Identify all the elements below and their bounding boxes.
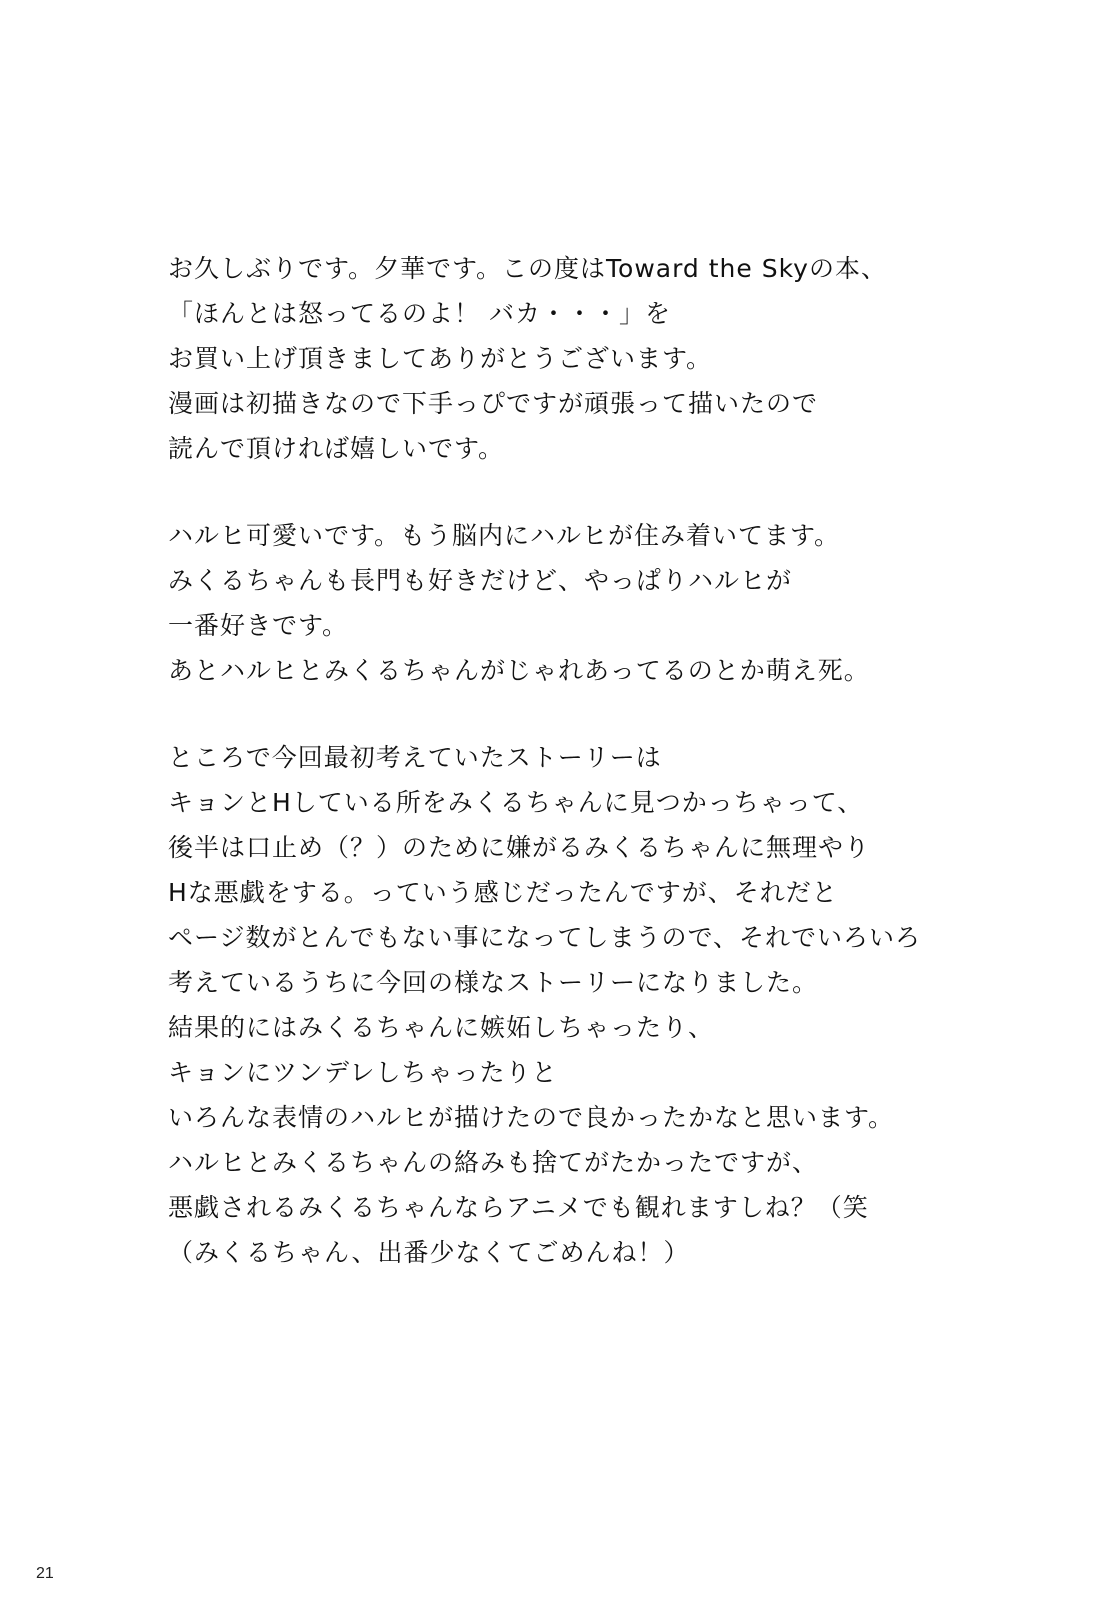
text-line: ハルヒ可愛いです。もう脳内にハルヒが住み着いてます。 <box>168 521 841 550</box>
text-line: 考えているうちに今回の様なストーリーになりました。 <box>168 968 819 997</box>
text-line: 漫画は初描きなので下手っぴですが頑張って描いたので <box>168 389 819 418</box>
text-line: ハルヒとみくるちゃんの絡みも捨てがたかったですが、 <box>168 1148 819 1177</box>
text-line: ところで今回最初考えていたストーリーは <box>168 743 662 772</box>
text-line: お久しぶりです。夕華です。この度はToward the Skyの本、 <box>168 254 887 283</box>
text-line: 後半は口止め（？）のために嫌がるみくるちゃんに無理やり <box>168 833 871 862</box>
text-line: キョンにツンデレしちゃったりと <box>168 1058 558 1087</box>
paragraph-haruhi <box>168 513 1068 693</box>
text-line: キョンとHしている所をみくるちゃんに見つかっちゃって、 <box>168 788 864 817</box>
text-line: お買い上げ頂きましてありがとうございます。 <box>168 344 713 373</box>
text-line: 一番好きです。 <box>168 611 349 640</box>
text-line: いろんな表情のハルヒが描けたので良かったかなと思います。 <box>168 1103 895 1132</box>
text-line: 結果的にはみくるちゃんに嫉妬しちゃったり、 <box>168 1013 715 1042</box>
afterword-text <box>168 246 1068 1275</box>
text-line: （みくるちゃん、出番少なくてごめんね！） <box>168 1238 690 1267</box>
paragraph-story <box>168 735 1068 1275</box>
text-line: 悪戯されるみくるちゃんならアニメでも観れますしね？（笑 <box>168 1193 869 1222</box>
text-line: あとハルヒとみくるちゃんがじゃれあってるのとか萌え死。 <box>168 656 870 685</box>
text-line: みくるちゃんも長門も好きだけど、やっぱりハルヒが <box>168 566 793 595</box>
text-line: 「ほんとは怒ってるのよ！ バカ・・・」を <box>168 299 671 328</box>
paragraph-greeting <box>168 246 1068 471</box>
page-number: 21 <box>36 1565 54 1582</box>
text-line: 読んで頂ければ嬉しいです。 <box>168 434 505 463</box>
text-line: Hな悪戯をする。っていう感じだったんですが、それだと <box>168 878 838 907</box>
text-line: ページ数がとんでもない事になってしまうので、それでいろいろ <box>168 923 922 952</box>
